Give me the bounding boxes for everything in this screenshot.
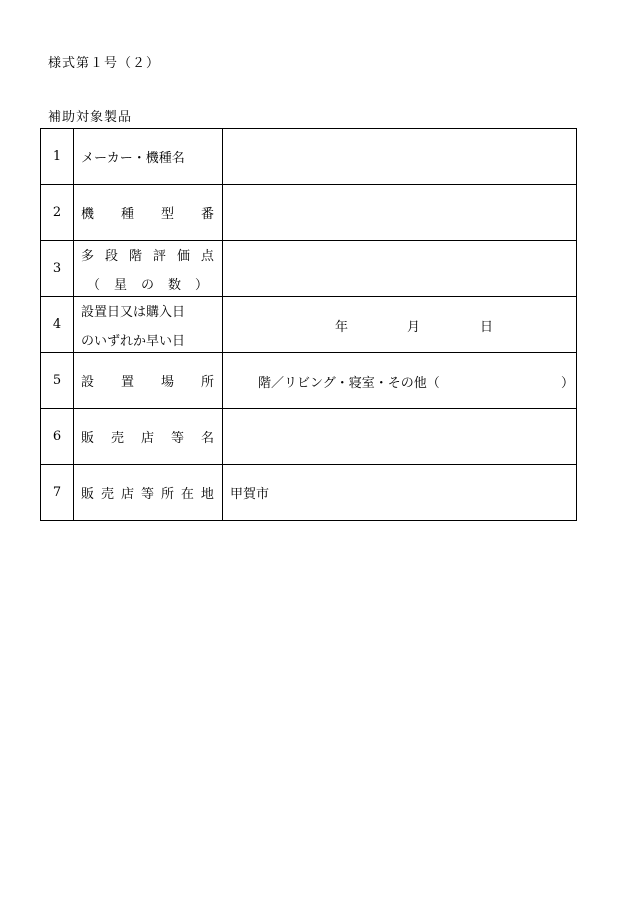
- row-number: 4: [41, 297, 74, 353]
- label-char: 場: [160, 375, 174, 390]
- label-char: 階: [128, 248, 142, 264]
- store-name-field[interactable]: [223, 409, 577, 465]
- label-char: 名: [200, 431, 214, 446]
- section-title: 補助対象製品: [48, 110, 133, 125]
- table-row: [41, 241, 577, 297]
- label-line: 設置日又は購入日: [81, 304, 186, 320]
- table-row: [41, 185, 577, 241]
- row-number: 2: [41, 185, 74, 241]
- install-location-label: [81, 371, 214, 390]
- label-char: 等: [170, 431, 184, 446]
- date-row: [230, 316, 569, 334]
- label-char: 売: [110, 431, 124, 446]
- row-number: 6: [41, 409, 74, 465]
- row-label: [74, 297, 223, 353]
- label-char: 評: [152, 248, 166, 264]
- label-char: 所: [160, 487, 174, 502]
- floor-room-text: 階／リビング・寝室・その他（: [258, 375, 440, 391]
- rating-field[interactable]: [223, 241, 577, 297]
- row-number: 3: [41, 241, 74, 297]
- table-row: [41, 409, 577, 465]
- day-label: 日: [480, 319, 494, 335]
- label-line: のいずれか早い日: [81, 333, 186, 349]
- store-name-label: [81, 427, 214, 446]
- subsidy-product-table: [40, 128, 577, 521]
- label-char: 機: [81, 207, 95, 222]
- label-char: 等: [140, 487, 154, 502]
- row-label: [74, 241, 223, 297]
- label-char: 多: [81, 248, 95, 264]
- row-label: [74, 353, 223, 409]
- label-char: ）: [194, 277, 208, 293]
- table-row: [41, 129, 577, 185]
- label-char: 段: [104, 248, 118, 264]
- label-text: メーカー・機種名: [81, 151, 185, 166]
- row-label: [74, 409, 223, 465]
- maker-model-field[interactable]: [223, 129, 577, 185]
- label-char: 所: [200, 375, 214, 390]
- row-number: 1: [41, 129, 74, 185]
- label-char: 設: [81, 375, 95, 390]
- label-char: 在: [180, 487, 194, 502]
- close-paren: ）: [561, 375, 575, 391]
- install-location-field[interactable]: [223, 353, 577, 409]
- row-label: [74, 185, 223, 241]
- label-char: 売: [100, 487, 114, 502]
- label-char: 販: [81, 487, 95, 502]
- place-row: [230, 372, 575, 391]
- label-char: 点: [200, 248, 214, 264]
- label-char: 販: [81, 431, 95, 446]
- rating-label: [81, 245, 214, 293]
- month-label: 月: [407, 319, 421, 335]
- table-row: [41, 297, 577, 353]
- install-date-label: [81, 301, 214, 349]
- model-number-label: [81, 203, 214, 222]
- label-char: 番: [200, 207, 214, 222]
- label-char: 地: [200, 487, 214, 502]
- row-label: [74, 129, 223, 185]
- label-char: の: [140, 277, 154, 293]
- label-char: 価: [176, 248, 190, 264]
- store-address-field[interactable]: 甲賀市: [223, 465, 577, 521]
- maker-model-label: [81, 147, 214, 166]
- table-row: [41, 353, 577, 409]
- label-char: （: [87, 277, 101, 293]
- install-date-field[interactable]: [223, 297, 577, 353]
- label-char: 店: [140, 431, 154, 446]
- label-char: 店: [120, 487, 134, 502]
- row-number: 7: [41, 465, 74, 521]
- year-label: 年: [335, 319, 349, 335]
- label-line: [81, 274, 214, 293]
- label-char: 型: [160, 207, 174, 222]
- label-char: 置: [120, 375, 134, 390]
- row-number: 5: [41, 353, 74, 409]
- model-number-field[interactable]: [223, 185, 577, 241]
- label-char: 種: [120, 207, 134, 222]
- label-char: 星: [113, 277, 127, 293]
- store-address-label: [81, 483, 214, 502]
- label-char: 数: [167, 277, 181, 293]
- label-line: [81, 245, 214, 264]
- row-label: [74, 465, 223, 521]
- table-row: [41, 465, 577, 521]
- form-number: 様式第１号（２）: [48, 56, 161, 71]
